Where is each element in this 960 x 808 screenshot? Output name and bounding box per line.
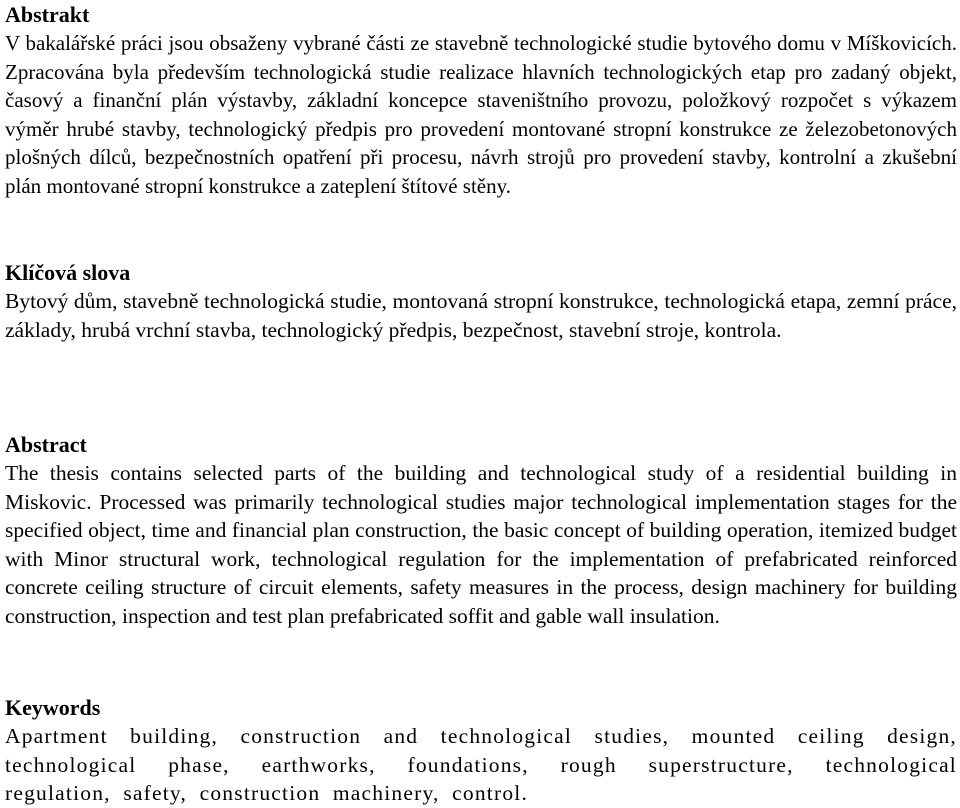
abstract-text: The thesis contains selected parts of the building and technological study of a residential building in Miskovic. Processed was primarily technological studies major technological implementation stages for the specified object, time and financial plan construction, the basic concept of building operation, itemized budget with Minor structural work, technological regulation for the implementation of prefabricated reinforced concrete ceiling structure of circuit elements, safety measures in the process, design machinery for building construction, inspection and test plan prefabricated soffit and gable wall insulation. (5, 461, 957, 628)
abstract-section (5, 430, 957, 631)
abstrakt-text: V bakalářské práci jsou obsaženy vybrané části ze stavebně technologické studie bytového domu v Míškovicích. Zpracována byla především technologická studie realizace hlavních technologických etap pro zadaný objekt, časový a finanční plán výstavby, základní koncepce staveništního provozu, položkový rozpočet s výkazem výměr hrubé stavby, technologický předpis pro provedení montované stropní konstrukce ze železobetonových plošných dílců, bezpečnostních opatření při procesu, návrh strojů pro provedení stavby, kontrolní a zkušební plán montované stropní konstrukce a zateplení štítové stěny. (5, 31, 957, 198)
abstrakt-section (5, 0, 957, 201)
klicova-slova-heading: Klíčová slova (5, 260, 131, 285)
keywords-heading: Keywords (5, 695, 101, 720)
keywords-section (5, 693, 957, 808)
keywords-text: Apartment building, construction and technological studies, mounted ceiling design, technological phase, earthworks, foundations, rough superstructure, technological regulation, safety, construction machinery, control. (5, 724, 957, 806)
klicova-slova-section (5, 258, 957, 344)
klicova-slova-text: Bytový dům, stavebně technologická studie, montovaná stropní konstrukce, technologická etapa, zemní práce, základy, hrubá vrchní stavba, technologický předpis, bezpečnost, stavební stroje, kontrola. (5, 289, 957, 342)
abstract-heading: Abstract (5, 432, 87, 457)
abstrakt-heading: Abstrakt (5, 2, 90, 27)
